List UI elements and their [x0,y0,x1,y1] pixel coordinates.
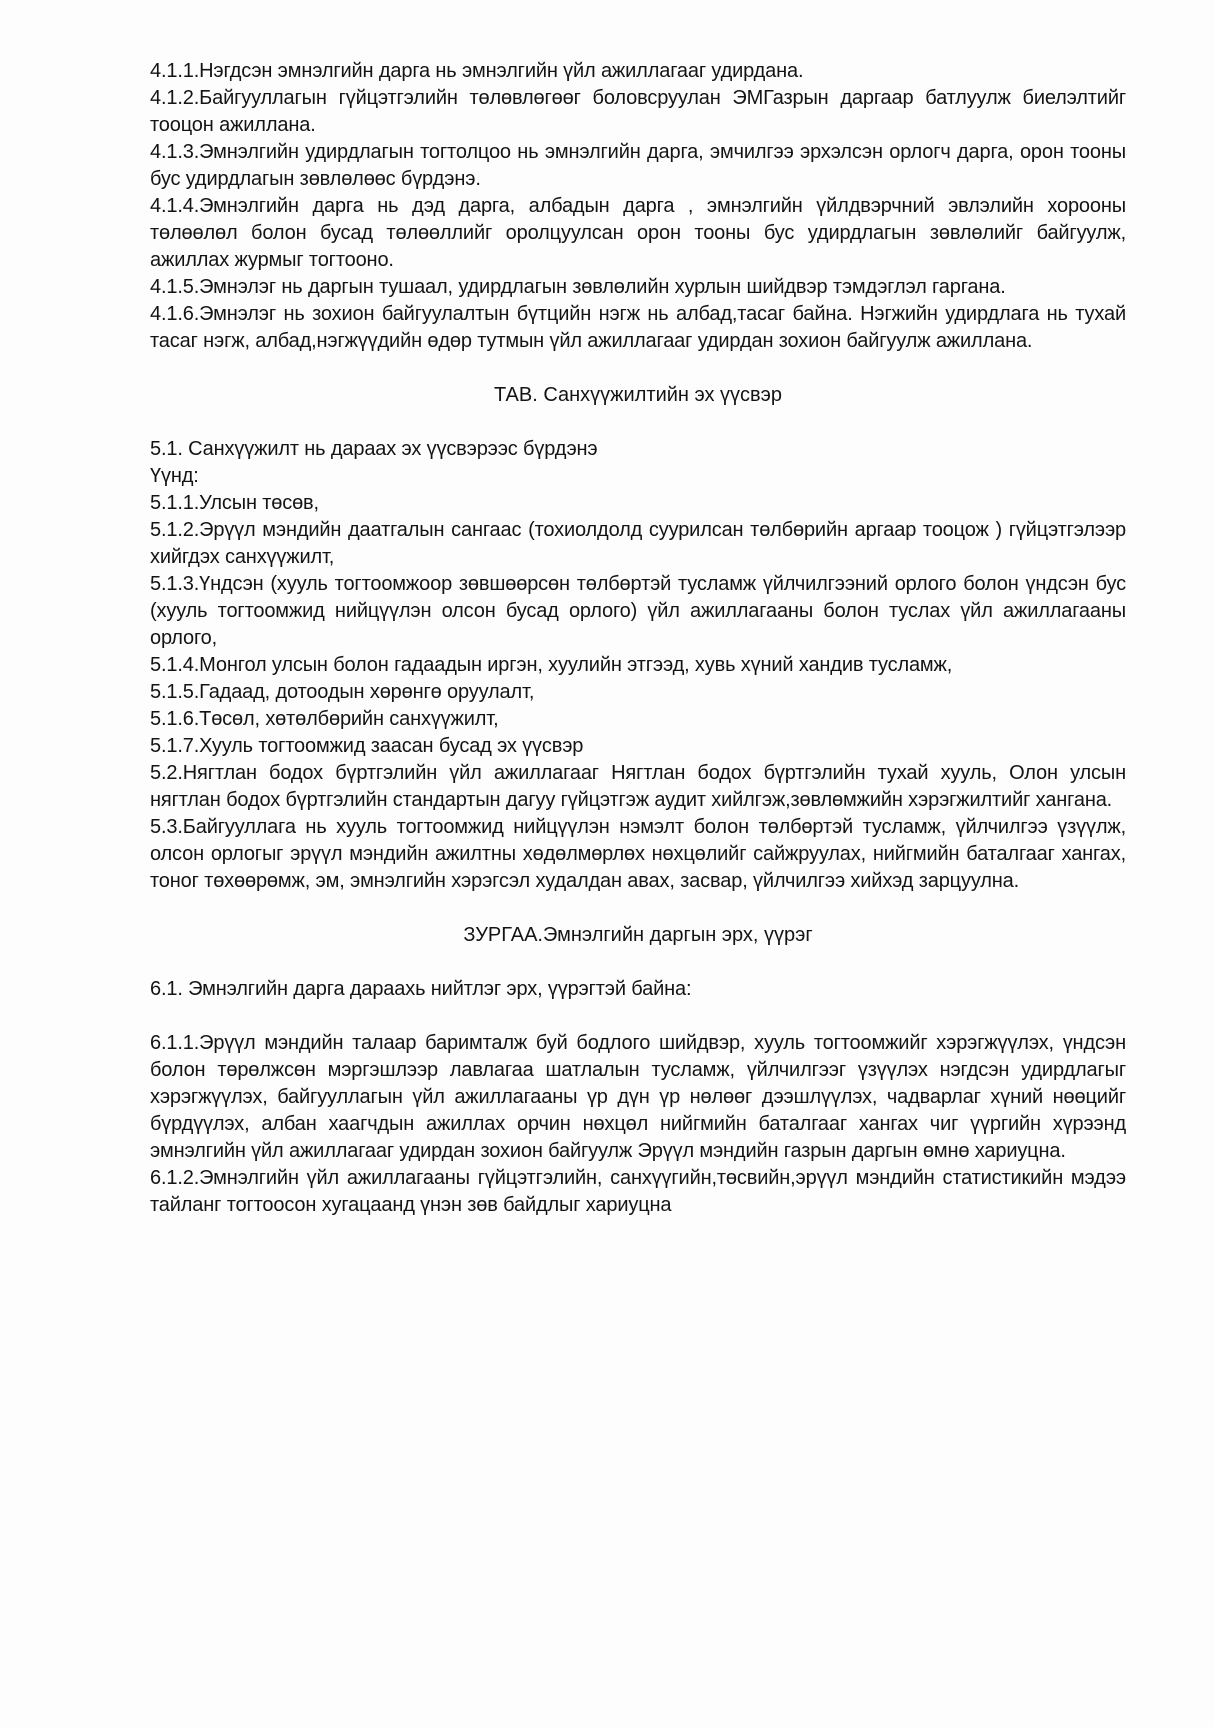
paragraph-5-1-3: 5.1.3.Үндсэн (хууль тогтоомжоор зөвшөөрсөн төлбөртэй тусламж үйлчилгээний орлого болон үндсэн бус (хууль тогтоомжид нийцүүлэн олсон бусад орлого) үйл ажиллагааны болон туслах үйл ажиллагааны орлого, [150,573,1126,649]
paragraph-6-1-1: 6.1.1.Эрүүл мэндийн талаар баримталж буй бодлого шийдвэр, хууль тогтоомжийг хэрэгжүүлэх, үндсэн болон төрөлжсөн мэргэшлээр лавлагаа шатлалын тусламж, үйлчилгээг үзүүлэх нэгдсэн удирдлагыг хэрэгжүүлэх, байгууллагын үйл ажиллагааны үр дүн үр нөлөөг дээшлүүлэх, чадварлаг хүний нөөцийг бүрдүүлэх, албан хаагчдын ажиллах орчин нөхцөл нийгмийн баталгааг хангах чиг үүргийн хүрээнд эмнэлгийн үйл ажиллагааг удирдан зохион байгуулж Эрүүл мэндийн газрын даргын өмнө хариуцна. [150,1032,1126,1162]
paragraph-4-1-5: 4.1.5.Эмнэлэг нь даргын тушаал, удирдлагын зөвлөлийн хурлын шийдвэр тэмдэглэл гаргана. [150,276,1006,298]
paragraph-4-1-2: 4.1.2.Байгууллагын гүйцэтгэлийн төлөвлөгөөг боловсруулан ЭМГазрын даргаар батлуулж биелэлтийг тооцон ажиллана. [150,87,1126,136]
paragraph-4-1-6: 4.1.6.Эмнэлэг нь зохион байгуулалтын бүтцийн нэгж нь албад,тасаг байна. Нэгжийн удирдлага нь тухай тасаг нэгж, албад,нэгжүүдийн өдөр тутмын үйл ажиллагааг удирдан зохион байгуулж ажиллана. [150,303,1126,352]
spacer [150,1003,1126,1030]
paragraph-6-1: 6.1. Эмнэлгийн дарга дараахь нийтлэг эрх, үүрэгтэй байна: [150,978,692,1000]
paragraph-5-1: 5.1. Санхүүжилт нь дараах эх үүсвэрээс бүрдэнэ [150,438,598,460]
document-page [150,58,1126,1219]
paragraph-5-1-7: 5.1.7.Хууль тогтоомжид заасан бусад эх үүсвэр [150,735,584,757]
spacer [150,409,1126,436]
section-5-heading: ТАВ. Санхүүжилтийн эх үүсвэр [494,384,782,406]
spacer [150,949,1126,976]
paragraph-4-1-1: 4.1.1.Нэгдсэн эмнэлгийн дарга нь эмнэлгийн үйл ажиллагааг удирдана. [150,60,804,82]
paragraph-4-1-4: 4.1.4.Эмнэлгийн дарга нь дэд дарга, албадын дарга , эмнэлгийн үйлдвэрчний эвлэлийн хорооны төлөөлөл болон бусад төлөөллийг оролцуулсан орон тооны бус удирдлагын зөвлөлийг байгуулж, ажиллах журмыг тогтооно. [150,195,1126,271]
spacer [150,895,1126,922]
paragraph-5-1-sub: Үүнд: [150,465,199,487]
paragraph-5-1-1: 5.1.1.Улсын төсөв, [150,492,319,514]
paragraph-5-3: 5.3.Байгууллага нь хууль тогтоомжид нийцүүлэн нэмэлт болон төлбөртэй тусламж, үйлчилгээ үзүүлж, олсон орлогыг эрүүл мэндийн ажилтны хөдөлмөрлөх нөхцөлийг сайжруулах, нийгмийн баталгааг хангах, тоног төхөөрөмж, эм, эмнэлгийн хэрэгсэл худалдан авах, засвар, үйлчилгээ хийхэд зарцуулна. [150,816,1126,892]
paragraph-5-1-5: 5.1.5.Гадаад, дотоодын хөрөнгө оруулалт, [150,681,535,703]
paragraph-6-1-2: 6.1.2.Эмнэлгийн үйл ажиллагааны гүйцэтгэлийн, санхүүгийн,төсвийн,эрүүл мэндийн статистикийн мэдээ тайланг тогтоосон хугацаанд үнэн зөв байдлыг хариуцна [150,1167,1126,1216]
section-6-heading: ЗУРГАА.Эмнэлгийн даргын эрх, үүрэг [463,924,813,946]
paragraph-5-1-2: 5.1.2.Эрүүл мэндийн даатгалын сангаас (тохиолдолд суурилсан төлбөрийн аргаар тооцож ) гүйцэтгэлээр хийгдэх санхүүжилт, [150,519,1126,568]
paragraph-5-2: 5.2.Нягтлан бодох бүртгэлийн үйл ажиллагааг Нягтлан бодох бүртгэлийн тухай хууль, Олон улсын нягтлан бодох бүртгэлийн стандартын дагуу гүйцэтгэж аудит хийлгэж,зөвлөмжийн хэрэгжилтийг хангана. [150,762,1126,811]
spacer [150,355,1126,382]
paragraph-5-1-4: 5.1.4.Монгол улсын болон гадаадын иргэн, хуулийн этгээд, хувь хүний хандив тусламж, [150,654,953,676]
paragraph-5-1-6: 5.1.6.Төсөл, хөтөлбөрийн санхүүжилт, [150,708,499,730]
paragraph-4-1-3: 4.1.3.Эмнэлгийн удирдлагын тогтолцоо нь эмнэлгийн дарга, эмчилгээ эрхэлсэн орлогч дарга, орон тооны бус удирдлагын зөвлөлөөс бүрдэнэ. [150,141,1126,190]
